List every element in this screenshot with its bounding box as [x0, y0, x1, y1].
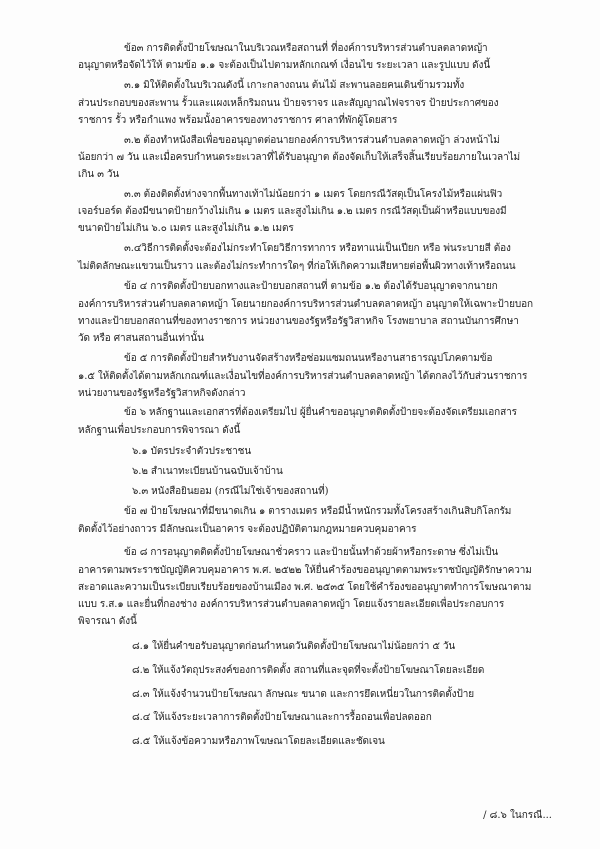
- list-item: ๖.๓ หนังสือยินยอม (กรณีไม่ใช่เจ้าของสถานที่): [132, 486, 329, 497]
- text-line: สะอาดและความเป็นระเบียบเรียบร้อยของบ้านเมือง พ.ศ. ๒๕๓๕ โดยใช้คำร้องขออนุญาตทำการโฆษณาตาม: [78, 582, 532, 593]
- continuation-note: / ๘.๖ ในกรณี...: [483, 810, 552, 821]
- text-line: องค์การบริหารส่วนตำบลตลาดหญ้า โดยนายกองค์การบริหารส่วนตำบลตลาดหญ้า อนุญาตให้เฉพาะป้ายบอก: [78, 299, 533, 310]
- text-line: ๓.๓ ต้องติดตั้งห่างจากพื้นทางเท้าไม่น้อยกว่า ๑ เมตร โดยกรณีวัสดุเป็นโครงไม้หรือแผ่นฟิว: [124, 189, 503, 200]
- text-line: ๓.๔วิธีการติดตั้งจะต้องไม่กระทำโดยวิธีการทาการ หรือทาแน่เป็นเปียก หรือ พ่นระบายสี ต้อง: [124, 243, 511, 254]
- text-line: ข้อ ๘ การอนุญาตติดตั้งป้ายโฆษณาชั่วคราว และป้ายนั้นทำด้วยผ้าหรือกระดาษ ซึ่งไม่เป็น: [124, 547, 499, 558]
- text-line: ๓.๒ ต้องทำหนังสือเพื่อขออนุญาตต่อนายกองค์การบริหารส่วนตำบลตลาดหญ้า ล่วงหน้าไม่: [124, 135, 500, 146]
- text-line: ข้อ ๗ ป้ายโฆษณาที่มีขนาดเกิน ๑ ตารางเมตร หรือมีน้ำหนักรวมทั้งโครงสร้างเกินสิบกิโลกรัม: [124, 506, 512, 517]
- text-line: ๓.๑ มิให้ติดตั้งในบริเวณดังนี้ เกาะกลางถนน ต้นไม้ สะพานลอยคนเดินข้ามรวมทั้ง: [124, 80, 465, 91]
- list-item: ๘.๑ ให้ยื่นคำขอรับอนุญาตก่อนกำหนดวันติดตั้งป้ายโฆษณาไม่น้อยกว่า ๕ วัน: [132, 641, 456, 652]
- text-line: ส่วนประกอบของสะพาน รั้วและแผงเหล็กริมถนน ป้ายจราจร และสัญญาณไฟจราจร ป้ายประกาศของ: [78, 98, 499, 109]
- list-item: ๘.๔ ให้แจ้งระยะเวลาการติดตั้งป้ายโฆษณาและการรื้อถอนเพื่อปลดออก: [132, 712, 432, 723]
- text-line: แบบ ร.ส.๑ และยื่นที่กองช่าง องค์การบริหารส่วนตำบลตลาดหญ้า โดยแจ้งรายละเอียดเพื่อประกอบการ: [78, 599, 505, 610]
- text-line: หลักฐานเพื่อประกอบการพิจารณา ดังนี้: [78, 425, 241, 436]
- list-item: ๘.๓ ให้แจ้งจำนวนป้ายโฆษณา ลักษณะ ขนาด และการยึดเหนี่ยวในการติดตั้งป้าย: [132, 689, 474, 700]
- text-line: ข้อ๓ การติดตั้งป้ายโฆษณาในบริเวณหรือสถานที่ ที่องค์การบริหารส่วนตำบลตลาดหญ้า: [124, 43, 488, 54]
- text-line: ติดตั้งไว้อย่างถาวร มีลักษณะเป็นอาคาร จะต้องปฏิบัติตามกฎหมายควบคุมอาคาร: [78, 524, 417, 535]
- list-item: ๘.๒ ให้แจ้งวัตถุประสงค์ของการติดตั้ง สถานที่และจุดที่จะตั้งป้ายโฆษณาโดยละเอียด: [132, 665, 485, 676]
- list-item: ๖.๑ บัตรประจำตัวประชาชน: [132, 446, 252, 457]
- text-line: ข้อ ๕ การติดตั้งป้ายสำหรับงานจัดสร้างหรือซ่อมแซมถนนหรืองานสาธารณูปโภคตามข้อ: [124, 353, 493, 364]
- text-line: อนุญาตหรือจัดไว้ให้ ตามข้อ ๑.๑ จะต้องเป็นไปตามหลักเกณฑ์ เงื่อนไข ระยะเวลา และรูปแบบ ดังนี้: [78, 60, 491, 71]
- text-line: น้อยกว่า ๗ วัน และเมื่อครบกำหนดระยะเวลาที่ได้รับอนุญาต ต้องจัดเก็บให้เสร็จสิ้นเรียบร้อยภายในเวลาไม่: [78, 152, 521, 163]
- list-item: ๖.๒ สำเนาทะเบียนบ้านฉบับเจ้าบ้าน: [132, 466, 283, 477]
- text-line: ๑.๕ ให้ติดตั้งได้ตามหลักเกณฑ์และเงื่อนไขที่องค์การบริหารส่วนตำบลตลาดหญ้า ได้ตกลงไว้กับส่วนราชการ: [78, 371, 528, 382]
- text-line: ทางและป้ายบอกสถานที่ของทางราชการ หน่วยงานของรัฐหรือรัฐวิสาหกิจ โรงพยาบาล สถานบันการศึกษา: [78, 316, 519, 327]
- text-line: เกิน ๓ วัน: [78, 169, 120, 180]
- text-line: วัด หรือ ศาสนสถานอื่นเท่านั้น: [78, 333, 204, 344]
- text-line: ข้อ ๖ หลักฐานและเอกสารที่ต้องเตรียมไป ผู้ยื่นคำขออนุญาตติดตั้งป้ายจะต้องจัดเตรียมเอกสาร: [124, 407, 517, 418]
- text-line: ข้อ ๔ การติดตั้งป้ายบอกทางและป้ายบอกสถานที่ ตามข้อ ๑.๒ ต้องได้รับอนุญาตจากนายก: [124, 281, 498, 292]
- text-line: ราชการ รั้ว หรือกำแพง พร้อมนั้งอาคารของทางราชการ ศาลาที่พักผู้โดยสาร: [78, 115, 398, 126]
- text-line: พิจารณา ดังนี้: [78, 616, 137, 627]
- text-line: เจอร์บอร์ด ต้องมีขนาดป้ายกว้างไม่เกิน ๑ เมตร และสูงไม่เกิน ๑.๒ เมตร กรณีวัสดุเป็นผ้าหรือแบบของมี: [78, 206, 507, 217]
- text-line: หน่วยงานของรัฐหรือรัฐวิสาหกิจดังกล่าว: [78, 388, 246, 399]
- text-line: ไม่ติดลักษณะแขวนเป็นราว และต้องไม่กระทำการใดๆ ที่ก่อให้เกิดความเสียหายต่อพื้นผิวทางเท้าหรือถนน: [78, 261, 516, 272]
- text-line: อาคารตามพระราชบัญญัติควบคุมอาคาร พ.ศ. ๒๕๒๒ ให้ยื่นคำร้องขออนุญาตตามพระราชบัญญัติรักษาความ: [78, 565, 532, 576]
- text-line: ขนาดป้ายไม่เกิน ๖.๐ เมตร และสูงไม่เกิน ๑.๒ เมตร: [78, 223, 294, 234]
- list-item: ๘.๕ ให้แจ้งข้อความหรือภาพโฆษณาโดยละเอียดและชัดเจน: [132, 736, 385, 747]
